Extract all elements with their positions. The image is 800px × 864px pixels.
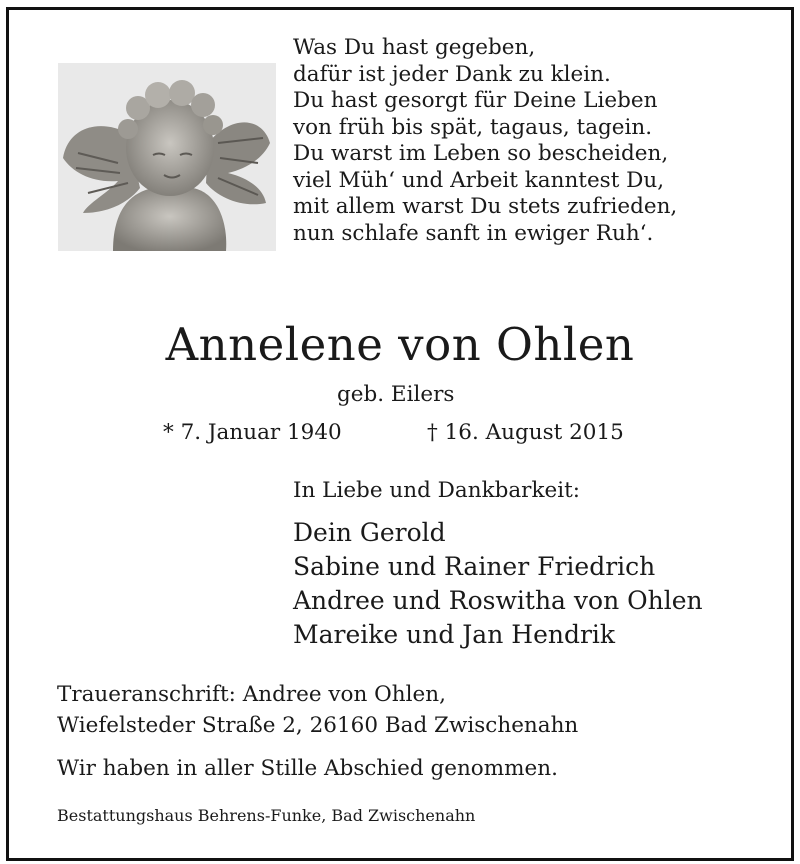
deceased-name: Annelene von Ohlen xyxy=(165,318,635,371)
angel-image xyxy=(58,63,276,251)
mourner-name: Sabine und Rainer Friedrich xyxy=(293,552,656,581)
poem-line: von früh bis spät, tagaus, tagein. xyxy=(293,114,653,140)
maiden-name: geb. Eilers xyxy=(337,382,455,407)
mourners-intro: In Liebe und Dankbarkeit: xyxy=(293,478,580,503)
mourners-list xyxy=(293,516,703,652)
poem-line: Du hast gesorgt für Deine Lieben xyxy=(293,88,658,113)
address-line: Wiefelsteder Straße 2, 26160 Bad Zwischenahn xyxy=(57,713,579,738)
undertaker-credit: Bestattungshaus Behrens-Funke, Bad Zwischenahn xyxy=(57,806,476,825)
memorial-poem xyxy=(293,35,677,247)
mourner-name: Mareike und Jan Hendrik xyxy=(293,620,616,649)
poem-line: dafür ist jeder Dank zu klein. xyxy=(293,61,611,87)
farewell-note: Wir haben in aller Stille Abschied genommen. xyxy=(57,756,558,781)
mourner-name: Dein Gerold xyxy=(293,518,446,547)
mourner-name: Andree und Roswitha von Ohlen xyxy=(293,586,703,615)
poem-line: Was Du hast gegeben, xyxy=(293,35,536,60)
address-line: Traueranschrift: Andree von Ohlen, xyxy=(57,682,446,707)
birth-date: * 7. Januar 1940 xyxy=(163,420,342,445)
poem-line: viel Müh‘ und Arbeit kanntest Du, xyxy=(293,167,665,193)
mourning-address xyxy=(57,679,578,741)
angel-statue-icon xyxy=(58,63,276,251)
death-date: † 16. August 2015 xyxy=(427,420,624,445)
poem-line: nun schlafe sanft in ewiger Ruh‘. xyxy=(293,220,654,246)
poem-line: mit allem warst Du stets zufrieden, xyxy=(293,194,678,219)
poem-line: Du warst im Leben so bescheiden, xyxy=(293,141,669,166)
